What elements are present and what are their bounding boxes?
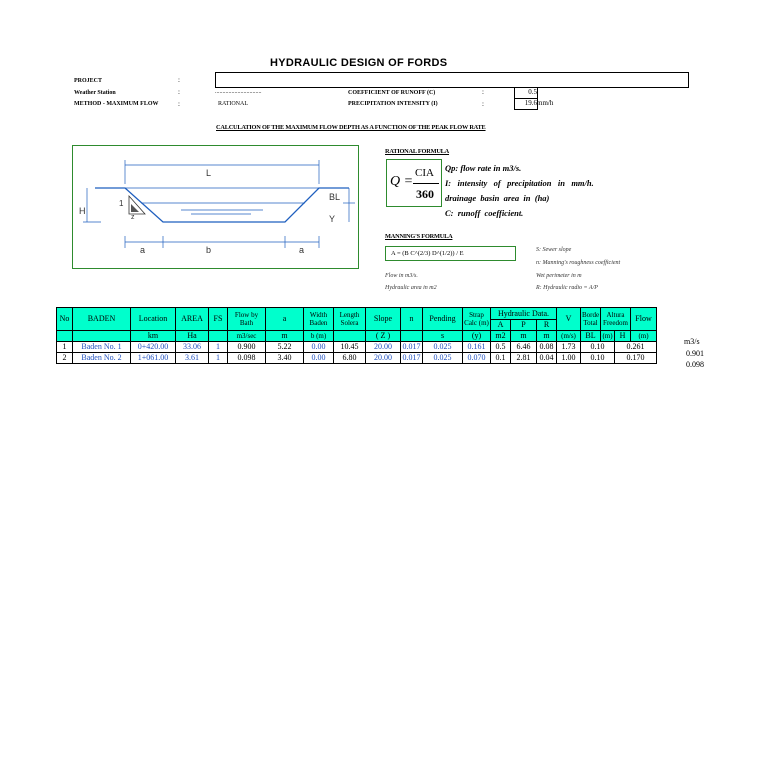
label-one: 1 bbox=[119, 199, 124, 208]
cell-fs: 1 bbox=[209, 353, 228, 364]
manning-note: Wet perimeter in m bbox=[536, 273, 582, 279]
precip-unit: mm/h bbox=[537, 99, 554, 107]
cell-a: 5.22 bbox=[266, 342, 304, 353]
unit-flow: m3/s bbox=[684, 337, 700, 346]
cell-baden: Baden No. 1 bbox=[73, 342, 131, 353]
cell-R: 0.04 bbox=[537, 353, 557, 364]
header-flow-bath: Flow by Bath bbox=[228, 308, 266, 331]
label-a-right: a bbox=[299, 245, 305, 255]
unit-a: m bbox=[266, 331, 304, 342]
label-b: b bbox=[206, 245, 212, 255]
unit-v: (m/s) bbox=[557, 331, 581, 342]
cell-flow-bath: 0.900 bbox=[228, 342, 266, 353]
header-hydraulic: Hydraulic Data. bbox=[491, 308, 557, 320]
header-area: AREA bbox=[176, 308, 209, 331]
header-length: Length Solera bbox=[334, 308, 366, 331]
header-flow: Flow bbox=[631, 308, 657, 331]
header-a: a bbox=[266, 308, 304, 331]
unit-R: m bbox=[537, 331, 557, 342]
cell-P: 2.81 bbox=[511, 353, 537, 364]
unit-flow-bath: m3/sec bbox=[228, 331, 266, 342]
cell-area: 33.06 bbox=[176, 342, 209, 353]
rational-line: C: runoff coefficient. bbox=[445, 208, 524, 218]
manning-note: Hydraulic area in m2 bbox=[385, 285, 437, 291]
cell-slope: 20.00 bbox=[366, 342, 401, 353]
cell-A: 0.1 bbox=[491, 353, 511, 364]
formula-numerator: CIA bbox=[415, 167, 434, 179]
cell-length: 10.45 bbox=[334, 342, 366, 353]
colon: : bbox=[482, 88, 484, 96]
cell-flow: 0.901 bbox=[686, 349, 704, 358]
cell-area: 3.61 bbox=[176, 353, 209, 364]
cell-no: 2 bbox=[57, 353, 73, 364]
hydraulic-table bbox=[56, 307, 657, 364]
manning-formula: A = (B C^(2/3) D^(1/2)) / E bbox=[385, 246, 516, 261]
cell-strap: 0.070 bbox=[463, 353, 491, 364]
rational-line: I: intensity of precipitation in mm/h. bbox=[445, 178, 594, 188]
cell-R: 0.08 bbox=[537, 342, 557, 353]
cell-flow-bath: 0.098 bbox=[228, 353, 266, 364]
cell-flow: 0.098 bbox=[686, 360, 704, 369]
header-v: V bbox=[557, 308, 581, 331]
cell-H: 0.261 bbox=[615, 342, 657, 353]
fraction-bar bbox=[413, 183, 439, 184]
weather-value: ............................... bbox=[215, 89, 262, 95]
rational-formula-box bbox=[386, 159, 442, 207]
cell-a: 3.40 bbox=[266, 353, 304, 364]
cell-no: 1 bbox=[57, 342, 73, 353]
method-value: RATIONAL bbox=[218, 101, 248, 107]
label-H: H bbox=[79, 206, 86, 216]
rational-line: drainage basin area in (ha) bbox=[445, 193, 550, 203]
label-BL: BL bbox=[329, 192, 341, 202]
unit-H: H bbox=[615, 331, 631, 342]
colon: : bbox=[178, 76, 180, 84]
weather-label: Weather Station bbox=[74, 90, 116, 96]
unit-m: (m) bbox=[631, 331, 657, 342]
colon: : bbox=[178, 100, 180, 108]
header-fs: FS bbox=[209, 308, 228, 331]
rational-line: Qp: flow rate in m3/s. bbox=[445, 163, 522, 173]
channel-diagram bbox=[72, 145, 359, 269]
unit-A: m2 bbox=[491, 331, 511, 342]
project-field[interactable] bbox=[215, 72, 689, 88]
cell-slope: 20.00 bbox=[366, 353, 401, 364]
unit-P: m bbox=[511, 331, 537, 342]
project-label: PROJECT bbox=[74, 78, 103, 84]
cell-width: 0.00 bbox=[304, 342, 334, 353]
label-z: z bbox=[131, 214, 135, 221]
cell-H: 0.170 bbox=[615, 353, 657, 364]
header-pending: Pending bbox=[423, 308, 463, 331]
unit-slope: ( Z ) bbox=[366, 331, 401, 342]
label-a-left: a bbox=[140, 245, 146, 255]
table-row bbox=[57, 342, 657, 353]
manning-note: R: Hydraulic radio = A/P bbox=[536, 285, 598, 291]
coef-value[interactable]: 0.5 bbox=[514, 87, 538, 98]
unit-strap: (y) bbox=[463, 331, 491, 342]
unit-location: km bbox=[131, 331, 176, 342]
header-R: R bbox=[537, 320, 557, 331]
cell-n: 0.017 bbox=[402, 342, 421, 351]
cell-n: 0.017 bbox=[402, 353, 421, 362]
header-borde: Borde Total bbox=[581, 308, 601, 331]
cell-location: 1+061.00 bbox=[131, 353, 176, 364]
method-label: METHOD - MAXIMUM FLOW bbox=[74, 101, 159, 107]
header-strap: Strap Calc (m) bbox=[463, 308, 491, 331]
cell-baden: Baden No. 2 bbox=[73, 353, 131, 364]
cell-pending: 0.025 bbox=[423, 342, 463, 353]
cell-fs: 1 bbox=[209, 342, 228, 353]
formula-q: Q = bbox=[390, 174, 414, 189]
header-slope: Slope bbox=[366, 308, 401, 331]
header-A: A bbox=[491, 320, 511, 331]
header-no: No bbox=[57, 308, 73, 331]
cell-A: 0.5 bbox=[491, 342, 511, 353]
header-location: Location bbox=[131, 308, 176, 331]
page-title: HYDRAULIC DESIGN OF FORDS bbox=[270, 57, 448, 69]
section-title: CALCULATION OF THE MAXIMUM FLOW DEPTH AS A FUNCTION OF THE PEAK FLOW RATE bbox=[216, 124, 486, 131]
label-Y: Y bbox=[329, 214, 336, 224]
cell-pending: 0.025 bbox=[423, 353, 463, 364]
header-altura: Altura Freedom bbox=[601, 308, 631, 331]
precip-value[interactable]: 19.6 bbox=[514, 98, 538, 110]
cell-V: 1.73 bbox=[557, 342, 581, 353]
unit-area: Ha bbox=[176, 331, 209, 342]
colon: : bbox=[178, 88, 180, 96]
manning-note: S: Sewer slope bbox=[536, 247, 572, 253]
label-L: L bbox=[206, 168, 212, 178]
manning-heading: MANNING'S FORMULA bbox=[385, 233, 453, 240]
manning-note: n: Manning's roughness coefficient bbox=[536, 260, 621, 266]
colon: : bbox=[482, 100, 484, 108]
unit-pending: s bbox=[423, 331, 463, 342]
header-n: n bbox=[401, 308, 423, 331]
unit-bl: BL bbox=[581, 331, 601, 342]
rational-heading: RATIONAL FORMULA bbox=[385, 148, 450, 155]
cell-location: 0+420.00 bbox=[131, 342, 176, 353]
cell-bl: 0.10 bbox=[581, 353, 615, 364]
unit-width: b (m) bbox=[304, 331, 334, 342]
table-row bbox=[57, 353, 657, 364]
cell-P: 6.46 bbox=[511, 342, 537, 353]
cell-V: 1.00 bbox=[557, 353, 581, 364]
header-baden: BADEN bbox=[73, 308, 131, 331]
coef-label: COEFFICIENT OF RUNOFF (C) bbox=[348, 90, 436, 96]
formula-denominator: 360 bbox=[416, 187, 434, 201]
cell-strap: 0.161 bbox=[463, 342, 491, 353]
unit-blm: (m) bbox=[602, 332, 613, 340]
manning-note: Flow in m3/s. bbox=[385, 273, 418, 279]
cell-bl: 0.10 bbox=[581, 342, 615, 353]
header-width: Width Baden bbox=[304, 308, 334, 331]
cell-width: 0.00 bbox=[304, 353, 334, 364]
precip-label: PRECIPITATION INTENSITY (I) bbox=[348, 101, 438, 107]
cell-length: 6.80 bbox=[334, 353, 366, 364]
header-P: P bbox=[511, 320, 537, 331]
